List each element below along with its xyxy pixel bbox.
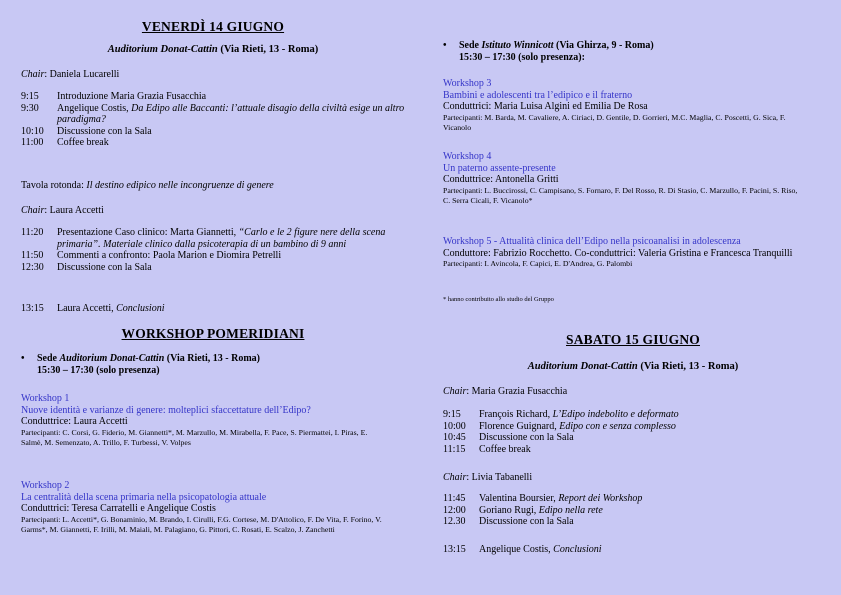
workshop-title: Un paterno assente-presente — [443, 162, 556, 174]
workshop-lead: Conduttrici: Teresa Carratelli e Angelique Costis — [21, 503, 216, 514]
workshop-number: Workshop 3 — [443, 78, 492, 89]
program-title: Conclusioni — [116, 303, 165, 314]
site-name: Istituto Winnicott — [481, 40, 554, 51]
workshop-number: Workshop 4 — [443, 151, 492, 162]
program-speaker: Valentina Boursier, — [479, 493, 559, 504]
program-speaker: Goriano Rugi, — [479, 504, 539, 516]
workshop-title: La centralità della scena primaria nella psicopatologia attuale — [21, 491, 267, 503]
workshop-participants: Partecipanti: M. Barda, M. Cavaliere, A. Ciriaci, D. Gentile, D. Gorrieri, M.C. Maglia, C. Poscetti, G. Sica, F. Vicanolo — [443, 112, 786, 132]
program-item — [21, 262, 397, 274]
site-label: Sede — [459, 40, 482, 51]
program-text: Discussione con la Sala — [479, 432, 574, 443]
round-table-title: Il destino edipico nelle incongruenze di genere — [86, 180, 274, 191]
workshop-participants: Partecipanti: L. Buccirossi, C. Campisano, S. Fornaro, F. Del Rosso, R. Di Stasio, C. Marzullo, F. Pacini, S. Riso, C. Serra Cicali, F. Vicanolo* — [443, 185, 798, 205]
program-item — [443, 516, 823, 528]
site-name: Auditorium Donat-Cattin — [59, 353, 165, 364]
program-item — [443, 409, 823, 421]
program-time: 10:10 — [21, 125, 44, 137]
workshop-participants: Partecipanti: L. Accetti*, G. Bonaminio, M. Brando, I. Cirulli, F.G. Cortese, M. D'Attolico, F. De Vita, F. Forino, V. Garms*, M. Giannetti, F. Irilli, M. Maiali, M. Palagiano, G. Pittori, C. Rosati, E. Scalzo, J. Zanchetti — [21, 514, 382, 534]
program-item — [443, 444, 823, 456]
program-text: Discussione con la Sala — [479, 516, 574, 527]
friday-chair-1 — [21, 69, 119, 81]
program-item — [21, 250, 397, 262]
friday-closing — [21, 303, 164, 315]
saturday-closing — [443, 544, 602, 556]
workshop-number: Workshop 1 — [21, 393, 70, 404]
workshop-5 — [443, 236, 823, 269]
friday-chair-2 — [21, 205, 104, 217]
program-item — [21, 91, 405, 103]
site-time: 15:30 – 17:30 (solo presenza): — [459, 52, 585, 63]
program-time: 11:50 — [21, 250, 44, 261]
workshop-lead: Conduttrice: Antonella Gritti — [443, 174, 559, 185]
program-time: 11:00 — [21, 137, 44, 148]
program-speaker: François Richard, — [479, 409, 553, 420]
footnote: * hanno contribuito allo studio del Gruppo — [443, 296, 554, 303]
program-text: Introduzione Maria Grazia Fusacchia — [57, 91, 207, 102]
program-text — [479, 505, 823, 517]
right-site — [443, 40, 654, 64]
program-time: 9:30 — [21, 102, 39, 114]
program-time: 13:15 — [443, 544, 466, 555]
saturday-chair-1 — [443, 386, 567, 398]
program-item — [21, 137, 405, 149]
program-item — [21, 227, 397, 250]
program-speaker: Florence Guignard, — [479, 420, 560, 432]
workshop-participants: Partecipanti: C. Corsi, G. Fiderio, M. Giannetti*, M. Marzullo, M. Mirabella, F. Pace, S. Piermattei, I. Piras, E. Salmè, M. Semenzato, A. Trillo, F. Turbessi, V. Volpes — [21, 427, 368, 447]
workshops-heading: WORKSHOP POMERIDIANI — [121, 326, 305, 341]
program-title: Edipo nella rete — [538, 504, 603, 516]
program-time: 10:45 — [443, 432, 466, 443]
program-time: 12:30 — [21, 261, 44, 273]
bullet-icon: • — [443, 40, 447, 51]
workshop-4 — [443, 151, 823, 206]
site-time: 15:30 – 17:30 (solo presenza) — [37, 365, 160, 376]
site-label: Sede — [37, 353, 60, 364]
program-text — [479, 493, 823, 505]
saturday-program-2 — [443, 493, 823, 528]
program-time: 10:00 — [443, 420, 466, 432]
program-title: Report dei Workshop — [558, 493, 643, 504]
program-speaker: Laura Accetti, — [57, 303, 117, 314]
bullet-icon: • — [21, 353, 25, 364]
workshop-title: Bambini e adolescenti tra l’edipico e il fraterno — [443, 89, 633, 101]
venue-name: Auditorium Donat-Cattin — [107, 44, 218, 55]
program-text: Coffee break — [479, 443, 531, 455]
venue-name: Auditorium Donat-Cattin — [527, 361, 638, 372]
saturday-program-1 — [443, 409, 823, 455]
program-item — [443, 493, 823, 505]
chair-name: : Laura Accetti — [44, 205, 104, 216]
chair-label: Chair — [443, 472, 467, 483]
program-speaker: Angelique Costis, — [57, 102, 132, 114]
chair-label: Chair — [21, 69, 45, 80]
program-text — [57, 103, 405, 126]
program-time: 9:15 — [443, 409, 461, 420]
friday-program-1 — [21, 91, 405, 149]
program-item — [443, 421, 823, 433]
program-text — [479, 421, 823, 433]
venue-address: (Via Rieti, 13 - Roma) — [217, 44, 319, 55]
program-text — [479, 409, 823, 421]
program-time: 12.30 — [443, 516, 466, 527]
friday-heading: VENERDÌ 14 GIUGNO — [141, 19, 285, 34]
program-time: 13:15 — [21, 303, 44, 314]
saturday-chair-2 — [443, 472, 532, 484]
program-text: Commenti a confronto: Paola Marion e Diomira Petrelli — [57, 250, 282, 261]
workshop-heading: Workshop 5 - Attualità clinica dell’Edipo nella psicoanalisi in adolescenza — [443, 236, 741, 247]
program-item — [443, 505, 823, 517]
program-speaker: Angelique Costis, — [479, 544, 554, 555]
workshop-title: Nuove identità e varianze di genere: molteplici sfaccettature dell’Edipo? — [21, 404, 311, 416]
workshop-lead: Conduttrici: Maria Luisa Algini ed Emilia De Rosa — [443, 101, 648, 112]
program-speaker: Presentazione Caso clinico: Marta Giannetti, — [57, 227, 239, 238]
workshop-number: Workshop 2 — [21, 480, 70, 491]
program-time: 11:20 — [21, 227, 44, 238]
round-table-label: Tavola rotonda: — [21, 180, 87, 191]
workshop-2 — [21, 480, 405, 535]
program-time: 12:00 — [443, 504, 466, 516]
chair-label: Chair — [443, 386, 467, 397]
chair-label: Chair — [21, 205, 45, 216]
chair-name: : Daniela Lucarelli — [44, 69, 120, 80]
workshop-lead: Conduttrice: Laura Accetti — [21, 416, 128, 427]
program-title: “Carlo e le 2 figure nere della scena primaria”. Materiale clinico dalla psicoterapia di un bambino di 9 anni — [57, 227, 386, 250]
program-title: Conclusioni — [553, 544, 602, 555]
saturday-heading: SABATO 15 GIUGNO — [566, 332, 700, 347]
program-time: 9:15 — [21, 91, 39, 102]
program-text — [57, 227, 397, 250]
program-text: Discussione con la Sala — [57, 261, 152, 273]
program-title: Edipo con e senza complesso — [559, 420, 676, 432]
site-address: (Via Rieti, 13 - Roma) — [164, 353, 260, 364]
friday-venue — [21, 44, 405, 55]
program-title: L’Edipo indebolito e deformato — [552, 409, 679, 420]
workshop-participants: Partecipanti: I. Avincola, F. Capici, E. D'Andrea, G. Palombi — [443, 259, 633, 268]
program-item — [443, 432, 823, 444]
program-item — [21, 126, 405, 138]
program-time: 11:45 — [443, 493, 466, 504]
program-item — [21, 103, 405, 126]
venue-address: (Via Rieti, 13 - Roma) — [637, 361, 739, 372]
saturday-venue — [443, 361, 823, 372]
chair-name: : Livia Tabanelli — [466, 472, 533, 483]
workshop-3 — [443, 78, 823, 133]
workshop-lead: Conduttore: Fabrizio Rocchetto. Co-conduttrici: Valeria Gristina e Francesca Tranquilli — [443, 247, 793, 259]
left-site — [21, 353, 260, 377]
round-table — [21, 180, 274, 192]
program-text: Coffee break — [57, 137, 109, 148]
workshop-1 — [21, 393, 405, 448]
friday-program-2 — [21, 227, 397, 273]
program-title: Da Edipo alle Baccanti: l’attuale disagio della civiltà esige un altro paradigma? — [57, 102, 405, 125]
site-address: (Via Ghirza, 9 - Roma) — [553, 40, 654, 51]
chair-name: : Maria Grazia Fusacchia — [466, 386, 568, 397]
program-text: Discussione con la Sala — [57, 125, 152, 137]
program-time: 11:15 — [443, 443, 466, 455]
